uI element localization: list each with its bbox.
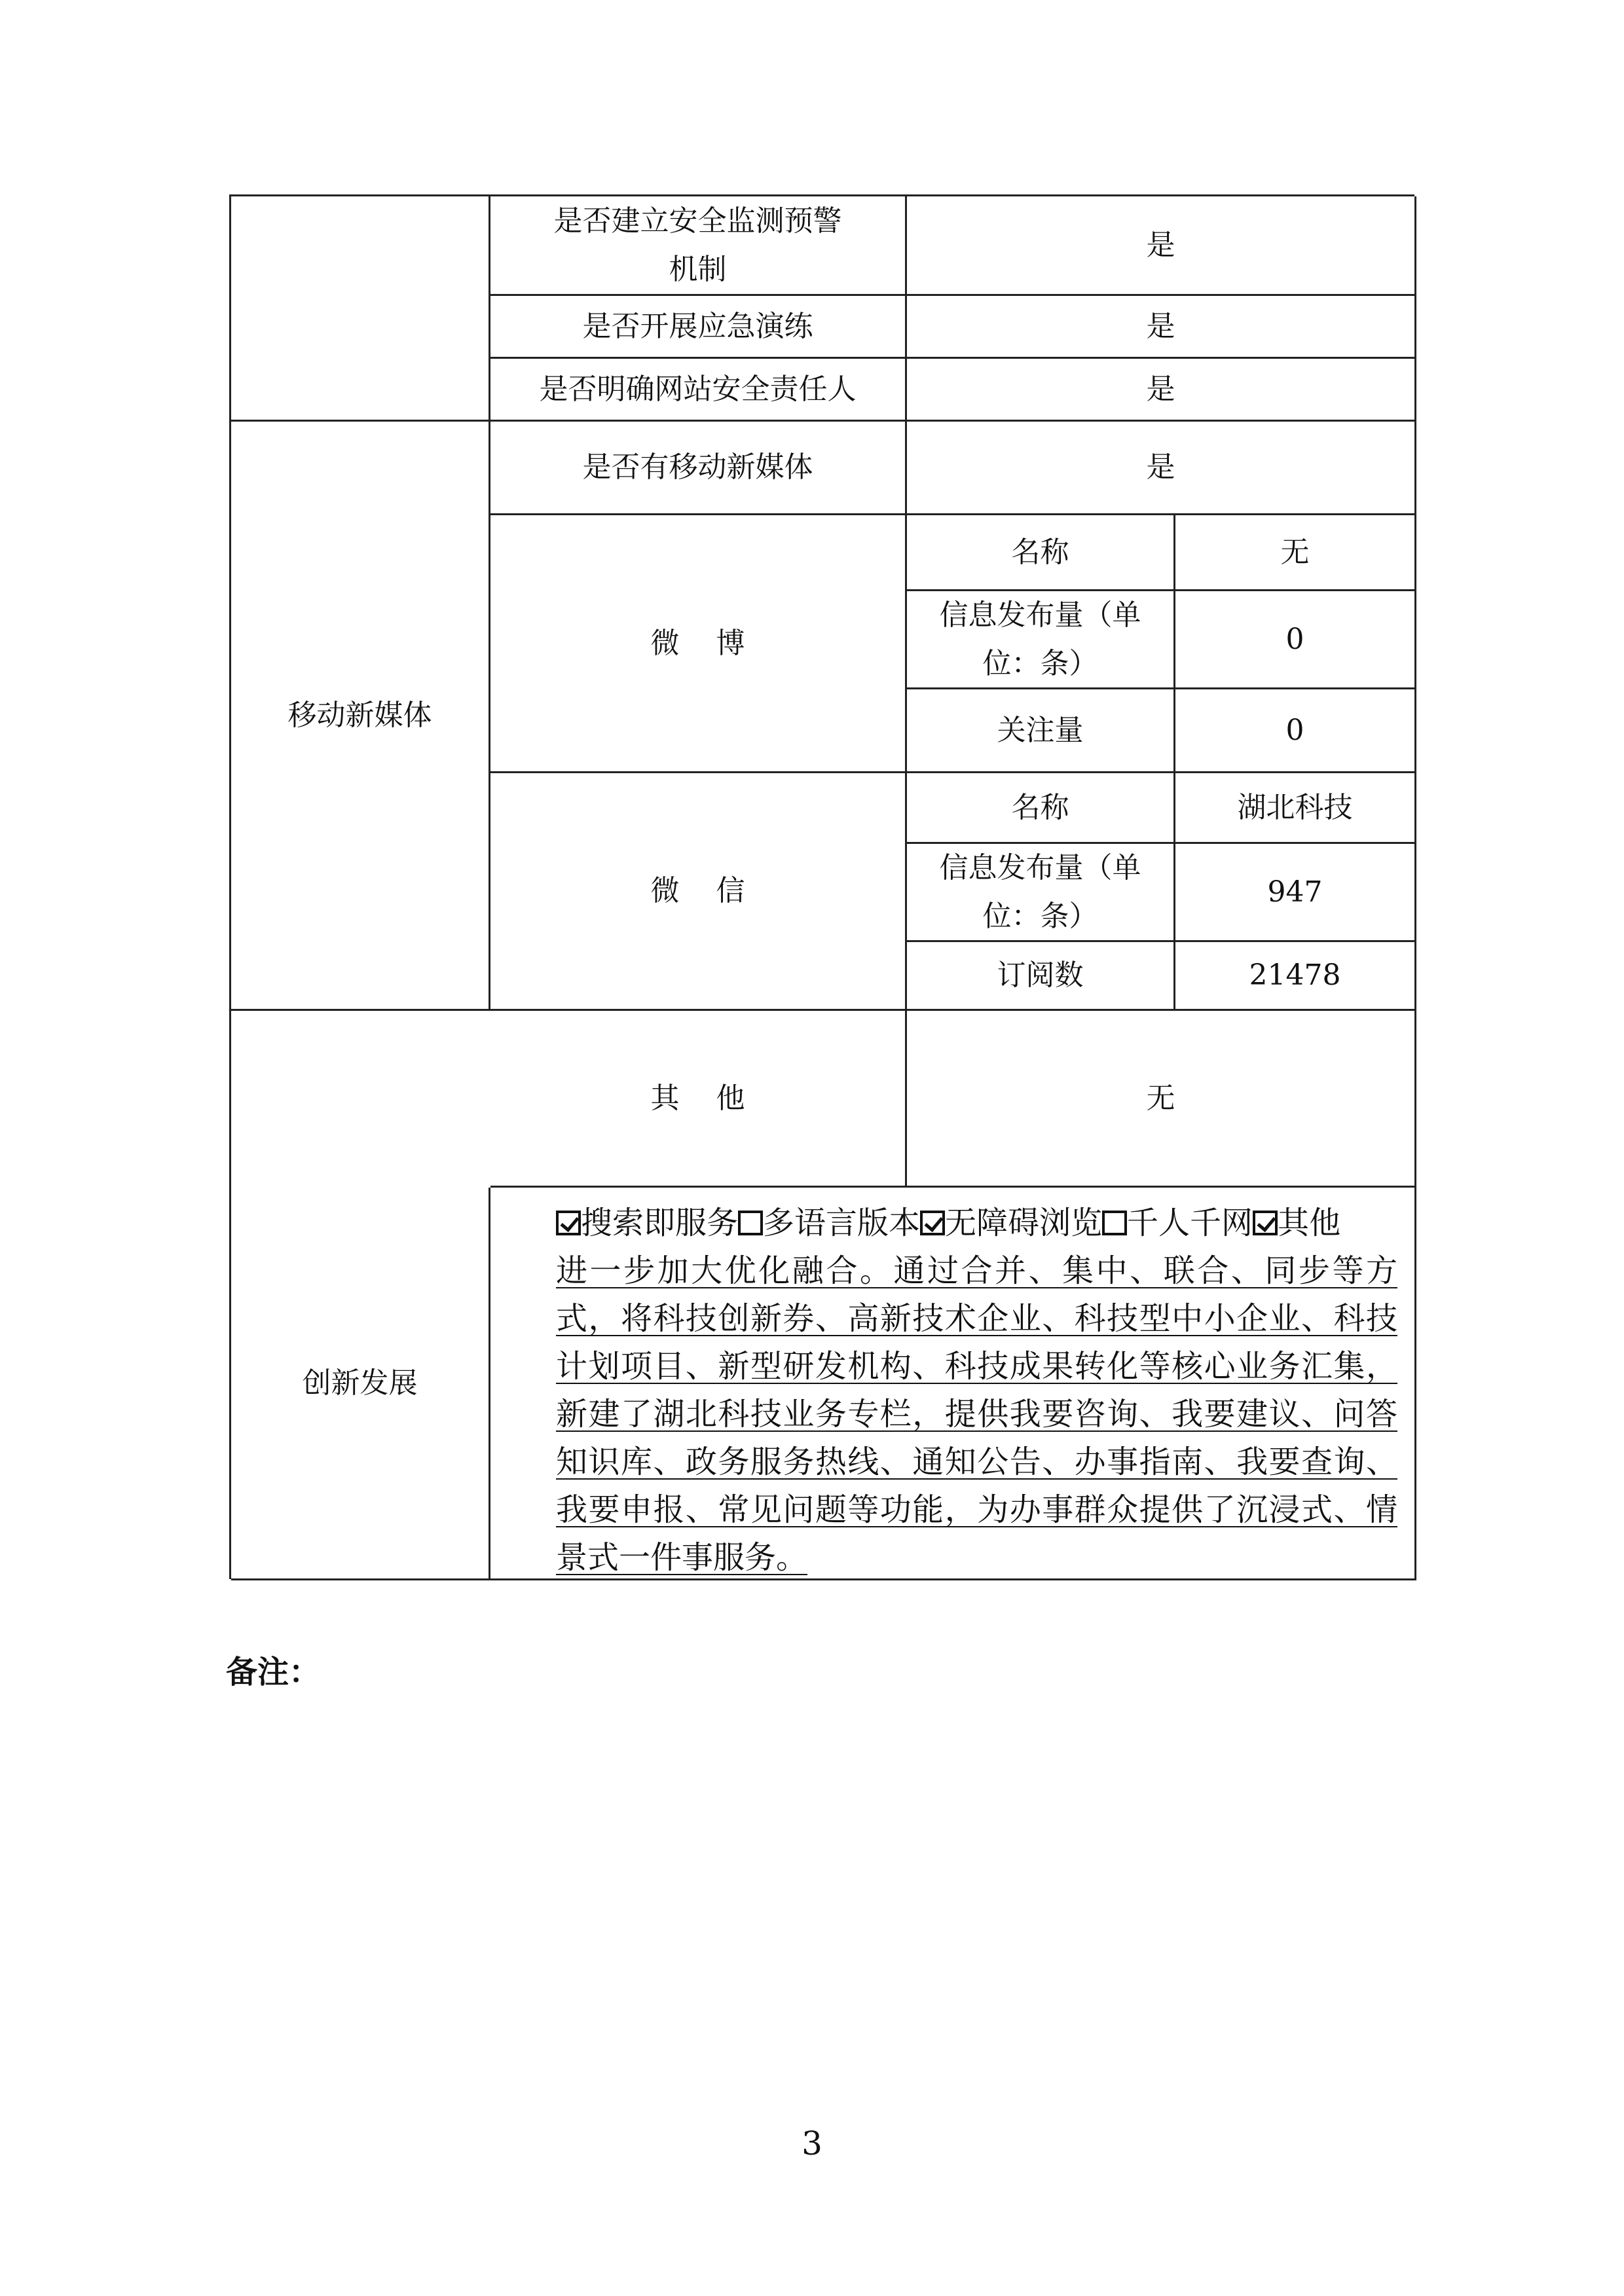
wechat-name-label: 名称 bbox=[907, 773, 1175, 844]
innovation-description: 进一步加大优化融合。通过合并、集中、联合、同步等方式，将科技创新券、高新技术企业、科技型中小企业、科技计划项目、新型研发机构、科技成果转化等核心业务汇集，新建了湖北科技业务专栏，提供我要咨询、我要建议、问答知识库、政务服务热线、通知公告、办事指南、我要查询、我要申报、常见问题等功能，为办事群众提供了沉浸式、情景式一件事服务。 bbox=[556, 1252, 1397, 1576]
security-question: 是否建立安全监测预警机制 bbox=[490, 196, 907, 296]
innovation-category: 创新发展 bbox=[231, 1188, 490, 1580]
weibo-label: 微博 bbox=[490, 515, 907, 773]
mobile-media-answer: 是 bbox=[907, 422, 1416, 515]
weibo-name-value: 无 bbox=[1175, 515, 1416, 591]
option-label: 千人千网 bbox=[1127, 1205, 1253, 1241]
innovation-options bbox=[556, 1199, 1397, 1247]
wechat-volume-label: 信息发布量（单位：条） bbox=[907, 844, 1175, 942]
checkbox-checked-icon[interactable] bbox=[1253, 1211, 1278, 1235]
wechat-subscribers-label: 订阅数 bbox=[907, 942, 1175, 1011]
wechat-subscribers-value: 21478 bbox=[1175, 942, 1416, 1011]
wechat-name-value: 湖北科技 bbox=[1175, 773, 1416, 844]
checkbox-unchecked-icon[interactable] bbox=[738, 1211, 763, 1235]
security-answer: 是 bbox=[907, 296, 1416, 359]
option-label: 多语言版本 bbox=[763, 1205, 921, 1241]
remark-label: 备注： bbox=[226, 1654, 321, 1690]
innovation-content bbox=[490, 1188, 1416, 1580]
wechat-label: 微信 bbox=[490, 773, 907, 1011]
security-answer: 是 bbox=[907, 196, 1416, 296]
option-label: 其他 bbox=[1278, 1205, 1341, 1241]
wechat-volume-value: 947 bbox=[1175, 844, 1416, 942]
security-question: 是否开展应急演练 bbox=[490, 296, 907, 359]
weibo-name-label: 名称 bbox=[907, 515, 1175, 591]
security-category-cell bbox=[231, 196, 490, 422]
security-answer: 是 bbox=[907, 359, 1416, 422]
weibo-followers-value: 0 bbox=[1175, 689, 1416, 773]
security-question: 是否明确网站安全责任人 bbox=[490, 359, 907, 422]
weibo-volume-value: 0 bbox=[1175, 591, 1416, 689]
report-table bbox=[229, 194, 1414, 1579]
checkbox-checked-icon[interactable] bbox=[920, 1211, 945, 1235]
checkbox-unchecked-icon[interactable] bbox=[1102, 1211, 1127, 1235]
mobile-media-category: 移动新媒体 bbox=[231, 422, 490, 1011]
other-value: 无 bbox=[907, 1011, 1416, 1188]
weibo-followers-label: 关注量 bbox=[907, 689, 1175, 773]
option-label: 搜索即服务 bbox=[581, 1205, 739, 1241]
option-label: 无障碍浏览 bbox=[945, 1205, 1103, 1241]
mobile-media-question: 是否有移动新媒体 bbox=[490, 422, 907, 515]
weibo-volume-label: 信息发布量（单位：条） bbox=[907, 591, 1175, 689]
page-number: 3 bbox=[802, 2124, 822, 2162]
other-label: 其他 bbox=[490, 1011, 907, 1188]
checkbox-checked-icon[interactable] bbox=[556, 1211, 581, 1235]
